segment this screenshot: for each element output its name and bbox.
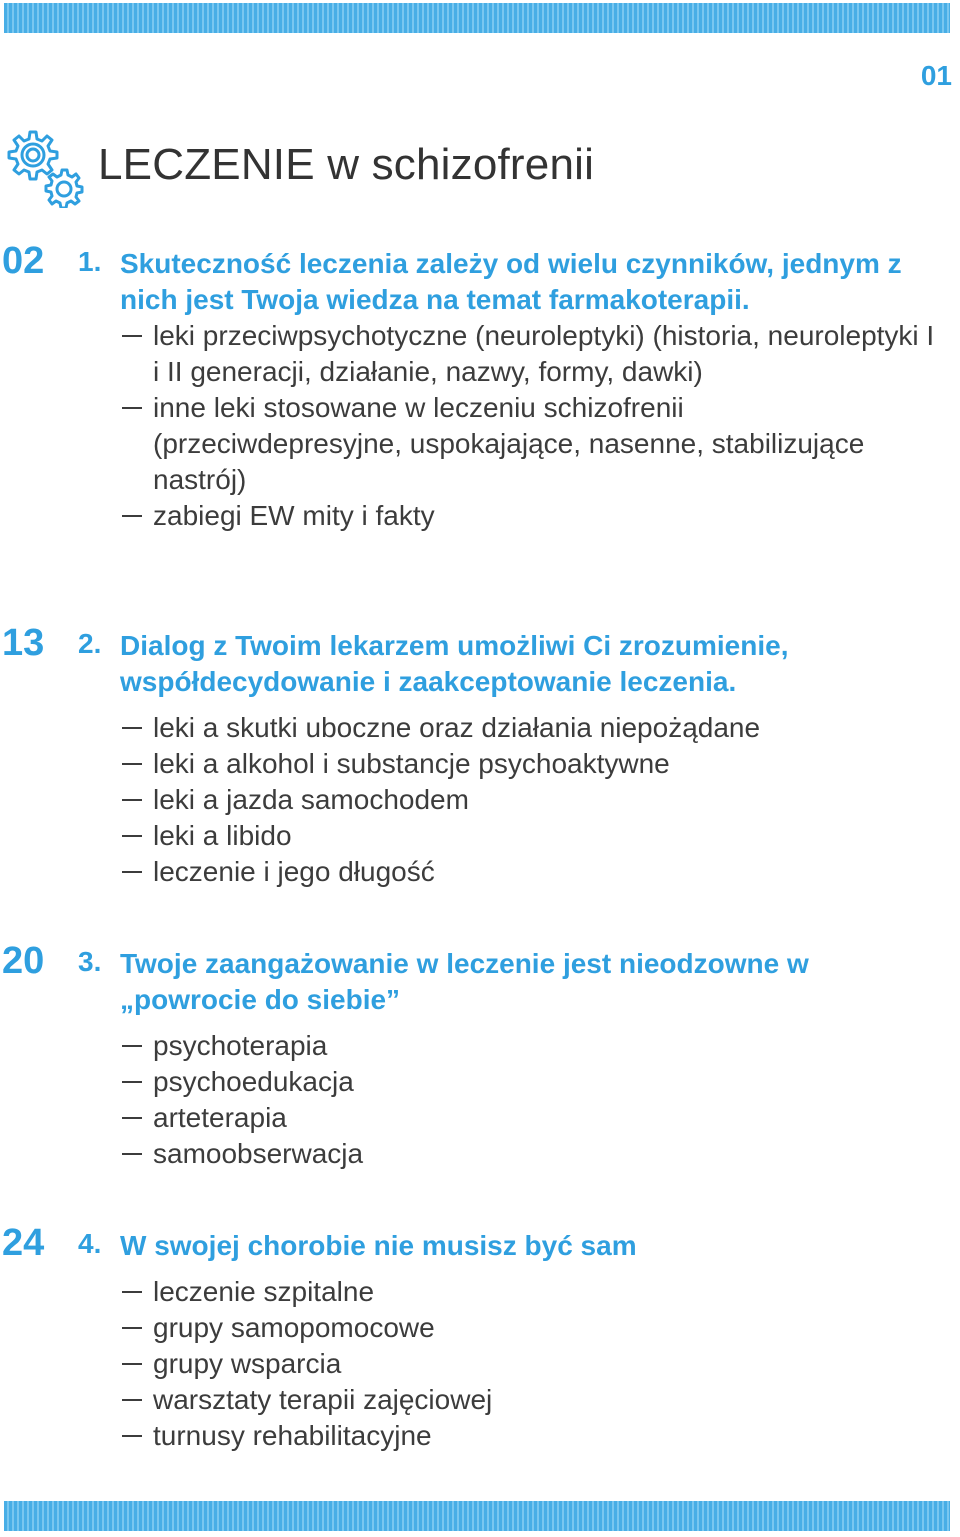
dash-bullet [122, 1399, 142, 1401]
list-item: psychoedukacja [120, 1064, 940, 1100]
dash-bullet [122, 407, 142, 409]
dash-bullet [122, 1327, 142, 1329]
dash-bullet [122, 799, 142, 801]
toc-subitem-list [120, 318, 940, 534]
bottom-decorative-band [4, 1501, 950, 1531]
dash-bullet [122, 871, 142, 873]
dash-bullet [122, 835, 142, 837]
list-item: grupy wsparcia [120, 1346, 940, 1382]
page-number: 01 [920, 60, 952, 91]
toc-page-number: 20 [2, 940, 45, 982]
toc-subitem-list [120, 1028, 940, 1172]
toc-page-number: 24 [2, 1222, 45, 1264]
list-item: leki a alkohol i substancje psychoaktywne [120, 746, 940, 782]
dash-bullet [122, 1117, 142, 1119]
toc-section-heading: Dialog z Twoim lekarzem umożliwi Ci zrozumienie, współdecydowanie i zaakceptowanie leczenia. [120, 630, 789, 697]
list-item: samoobserwacja [120, 1136, 940, 1172]
list-item: leki przeciwpsychotyczne (neuroleptyki) (historia, neuroleptyki I i II generacji, działanie, nazwy, formy, dawki) [120, 318, 940, 390]
toc-subitem-list [120, 710, 940, 890]
list-item: inne leki stosowane w leczeniu schizofrenii (przeciwdepresyjne, uspokajające, nasenne, stabilizujące nastrój) [120, 390, 940, 498]
dash-bullet [122, 335, 142, 337]
toc-section-heading: Twoje zaangażowanie w leczenie jest nieodzowne w „powrocie do siebie” [120, 948, 809, 1015]
toc-section-number: 1. [78, 246, 102, 277]
toc-section-heading: Skuteczność leczenia zależy od wielu czynników, jednym z nich jest Twoja wiedza na temat farmakoterapii. [120, 248, 902, 315]
list-item: leczenie i jego długość [120, 854, 940, 890]
dash-bullet [122, 1081, 142, 1083]
top-decorative-band [4, 3, 950, 33]
list-item: turnusy rehabilitacyjne [120, 1418, 940, 1454]
page-title: LECZENIE w schizofrenii [98, 140, 595, 189]
list-item: leczenie szpitalne [120, 1274, 940, 1310]
dash-bullet [122, 1153, 142, 1155]
dash-bullet [122, 1291, 142, 1293]
dash-bullet [122, 1045, 142, 1047]
toc-page-number: 13 [2, 622, 45, 664]
list-item: leki a jazda samochodem [120, 782, 940, 818]
list-item: grupy samopomocowe [120, 1310, 940, 1346]
dash-bullet [122, 515, 142, 517]
dash-bullet [122, 1435, 142, 1437]
toc-section-number: 2. [78, 628, 102, 659]
list-item: warsztaty terapii zajęciowej [120, 1382, 940, 1418]
dash-bullet [122, 1363, 142, 1365]
list-item: leki a skutki uboczne oraz działania niepożądane [120, 710, 940, 746]
gears-icon [0, 124, 88, 208]
toc-section-number: 3. [78, 946, 102, 977]
toc-section-heading: W swojej chorobie nie musisz być sam [120, 1230, 637, 1261]
list-item: zabiegi EW mity i fakty [120, 498, 940, 534]
toc-section-number: 4. [78, 1228, 102, 1259]
toc-page-number: 02 [2, 240, 45, 282]
list-item: psychoterapia [120, 1028, 940, 1064]
dash-bullet [122, 727, 142, 729]
list-item: arteterapia [120, 1100, 940, 1136]
dash-bullet [122, 763, 142, 765]
list-item: leki a libido [120, 818, 940, 854]
toc-subitem-list [120, 1274, 940, 1454]
